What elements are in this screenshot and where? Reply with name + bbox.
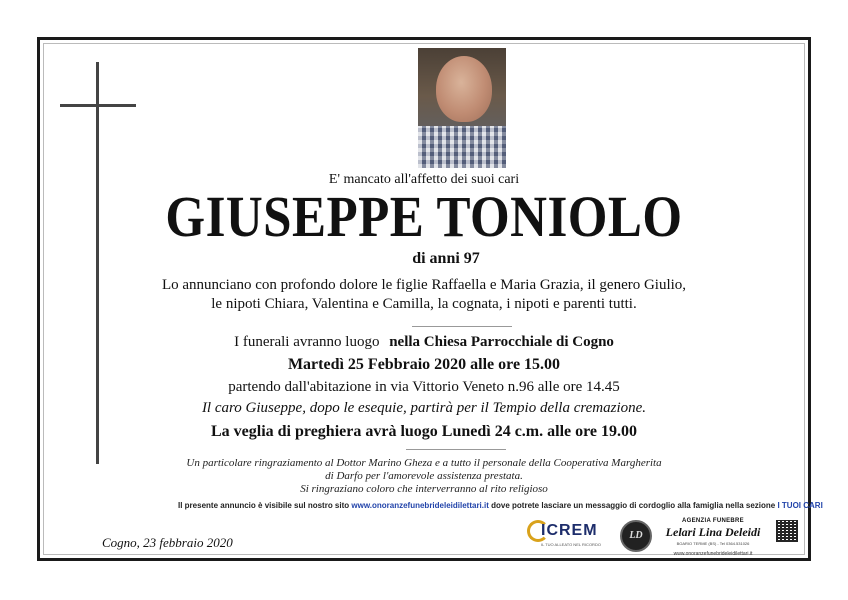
divider-bottom bbox=[406, 449, 506, 450]
acknowledgements bbox=[0, 457, 848, 496]
divider-top bbox=[412, 326, 512, 327]
funeral-location bbox=[0, 334, 848, 351]
photo-shirt bbox=[418, 126, 506, 168]
photo-face bbox=[436, 56, 492, 122]
website-link[interactable]: www.onoranzefunebrideleidilettari.it bbox=[351, 501, 489, 510]
agency-name: Lelari Lina Deleidi bbox=[665, 525, 761, 539]
thanks-line-1: Un particolare ringraziamento al Dottor Marino Gheza e a tutto il personale della Cooperativa Margherita bbox=[186, 457, 662, 469]
agency-block bbox=[655, 518, 771, 557]
section-link[interactable]: I TUOI CARI bbox=[777, 501, 823, 510]
qr-code-icon[interactable] bbox=[776, 520, 798, 542]
seal-monogram: LD bbox=[629, 530, 643, 541]
thanks-line-2: di Darfo per l'amorevole assistenza prestata. bbox=[325, 470, 523, 482]
agency-title: AGENZIA FUNEBRE bbox=[682, 518, 744, 524]
deceased-name: GIUSEPPE TONIOLO bbox=[165, 184, 683, 249]
funeral-church: nella Chiesa Parrocchiale di Cogno bbox=[389, 334, 614, 350]
agency-seal-icon bbox=[620, 520, 652, 552]
place-and-date: Cogno, 23 febbraio 2020 bbox=[102, 535, 233, 550]
funeral-date: Martedì 25 Febbraio 2020 alle ore 15.00 bbox=[287, 356, 561, 373]
funeral-location-prefix: I funerali avranno luogo bbox=[234, 334, 380, 350]
icrem-tagline: IL TUO ALLEATO NEL RICORDO bbox=[541, 542, 601, 547]
agency-address: BOARIO TERME (BS) - Tel 0364.531026 bbox=[676, 541, 750, 546]
online-notice bbox=[178, 501, 823, 510]
icrem-logo bbox=[527, 518, 613, 554]
thanks-line-3: Si ringraziano coloro che interverranno al rito religioso bbox=[300, 483, 548, 495]
vigil-note: La veglia di preghiera avrà luogo Lunedì 24 c.m. alle ore 19.00 bbox=[210, 423, 638, 440]
icrem-wordmark: ICREM bbox=[541, 522, 598, 539]
cremation-note: Il caro Giuseppe, dopo le esequie, partirà per il Tempio della cremazione. bbox=[201, 400, 647, 416]
funeral-departure: partendo dall'abitazione in via Vittorio Veneto n.96 alle ore 14.45 bbox=[228, 379, 620, 395]
portrait-photo bbox=[418, 48, 506, 168]
announcement-line-1: Lo annunciano con profondo dolore le figlie Raffaella e Maria Grazia, il genero Giulio, bbox=[161, 277, 687, 293]
cross-arm bbox=[60, 104, 136, 107]
announcement-line-2: le nipoti Chiara, Valentina e Camilla, la cognata, i nipoti e parenti tutti. bbox=[211, 296, 637, 312]
deceased-age: di anni 97 bbox=[412, 250, 480, 267]
online-notice-prefix: Il presente annuncio è visibile sul nostro sito bbox=[178, 501, 350, 510]
intro-text: E' mancato all'affetto dei suoi cari bbox=[328, 172, 520, 187]
online-notice-middle: dove potrete lasciare un messaggio di cordoglio alla famiglia nella sezione bbox=[491, 501, 776, 510]
agency-website[interactable]: www.onoranzefunebrideleidilettari.it bbox=[673, 551, 753, 557]
announcement bbox=[0, 276, 848, 314]
